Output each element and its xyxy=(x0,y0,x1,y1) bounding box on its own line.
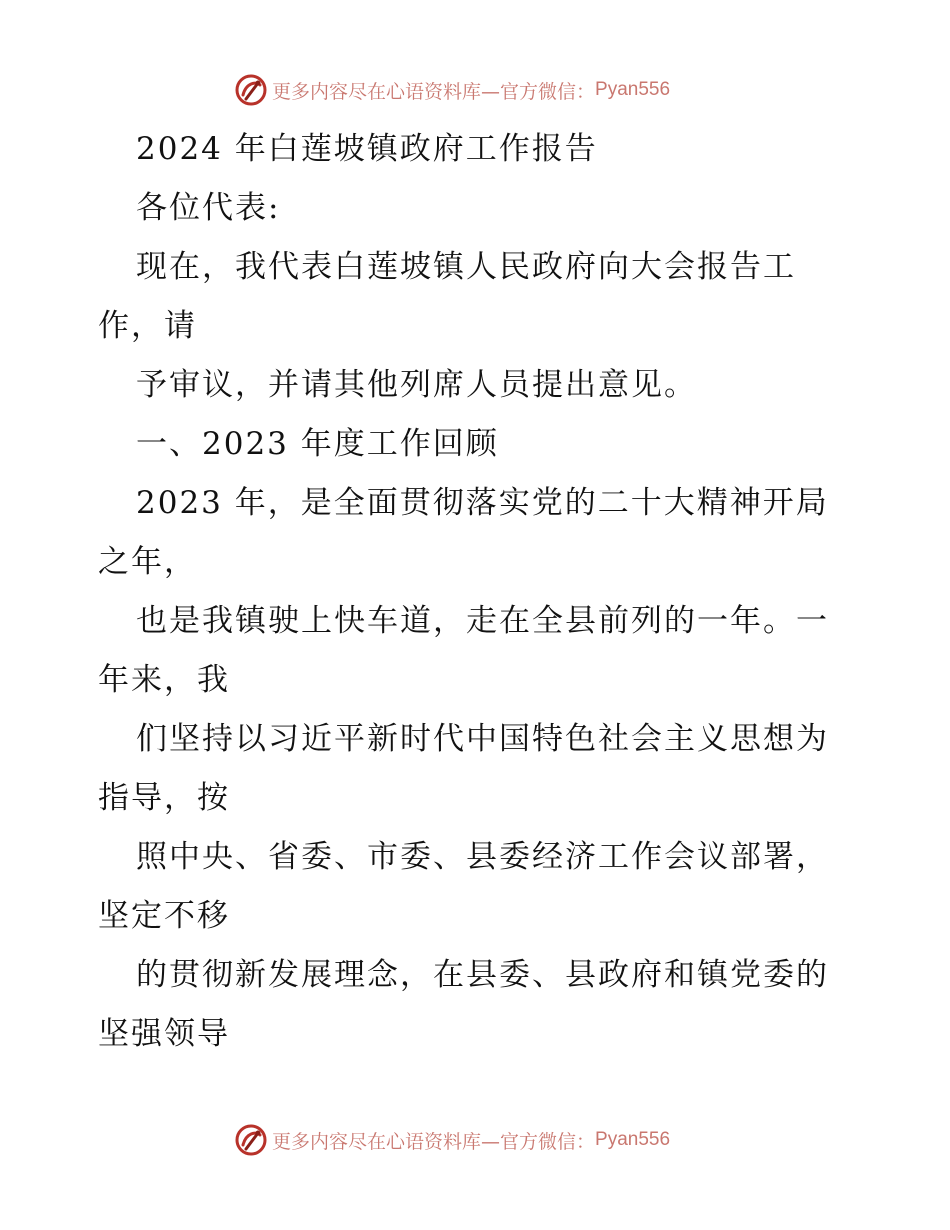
text-line: 照中央、省委、市委、县委经济工作会议部署， xyxy=(136,839,829,875)
text-line: 也是我镇驶上快车道，走在全县前列的一年。一 xyxy=(136,603,829,639)
text-line: 各位代表: xyxy=(136,190,281,226)
logo-icon xyxy=(234,1123,268,1157)
text-line: 年来，我 xyxy=(98,662,230,698)
text-line: 的贯彻新发展理念，在县委、县政府和镇党委的 xyxy=(136,957,829,993)
text-line: 2024 年白莲坡镇政府工作报告 xyxy=(136,131,598,167)
logo-icon xyxy=(234,73,268,107)
watermark-id: Pyan556 xyxy=(595,1129,671,1150)
watermark-text: 更多内容尽在心语资料库—官方微信： xyxy=(272,1130,596,1153)
text-line: 2023 年，是全面贯彻落实党的二十大精神开局 xyxy=(136,485,829,521)
document-body xyxy=(98,120,858,1064)
text-line: 作，请 xyxy=(98,308,197,344)
watermark-text: 更多内容尽在心语资料库—官方微信： xyxy=(272,80,596,103)
text-line: 现在，我代表白莲坡镇人民政府向大会报告工 xyxy=(136,249,796,285)
text-line: 一、2023 年度工作回顾 xyxy=(136,426,499,462)
watermark-banner-top xyxy=(234,72,714,108)
text-line: 之年， xyxy=(98,544,197,580)
watermark-id: Pyan556 xyxy=(595,79,671,100)
text-line: 坚定不移 xyxy=(98,898,230,934)
text-line: 们坚持以习近平新时代中国特色社会主义思想为 xyxy=(136,721,829,757)
text-line: 予审议，并请其他列席人员提出意见。 xyxy=(136,367,697,403)
watermark-banner-bottom xyxy=(234,1122,714,1158)
text-line: 坚强领导 xyxy=(98,1016,230,1052)
text-line: 指导，按 xyxy=(98,780,230,816)
